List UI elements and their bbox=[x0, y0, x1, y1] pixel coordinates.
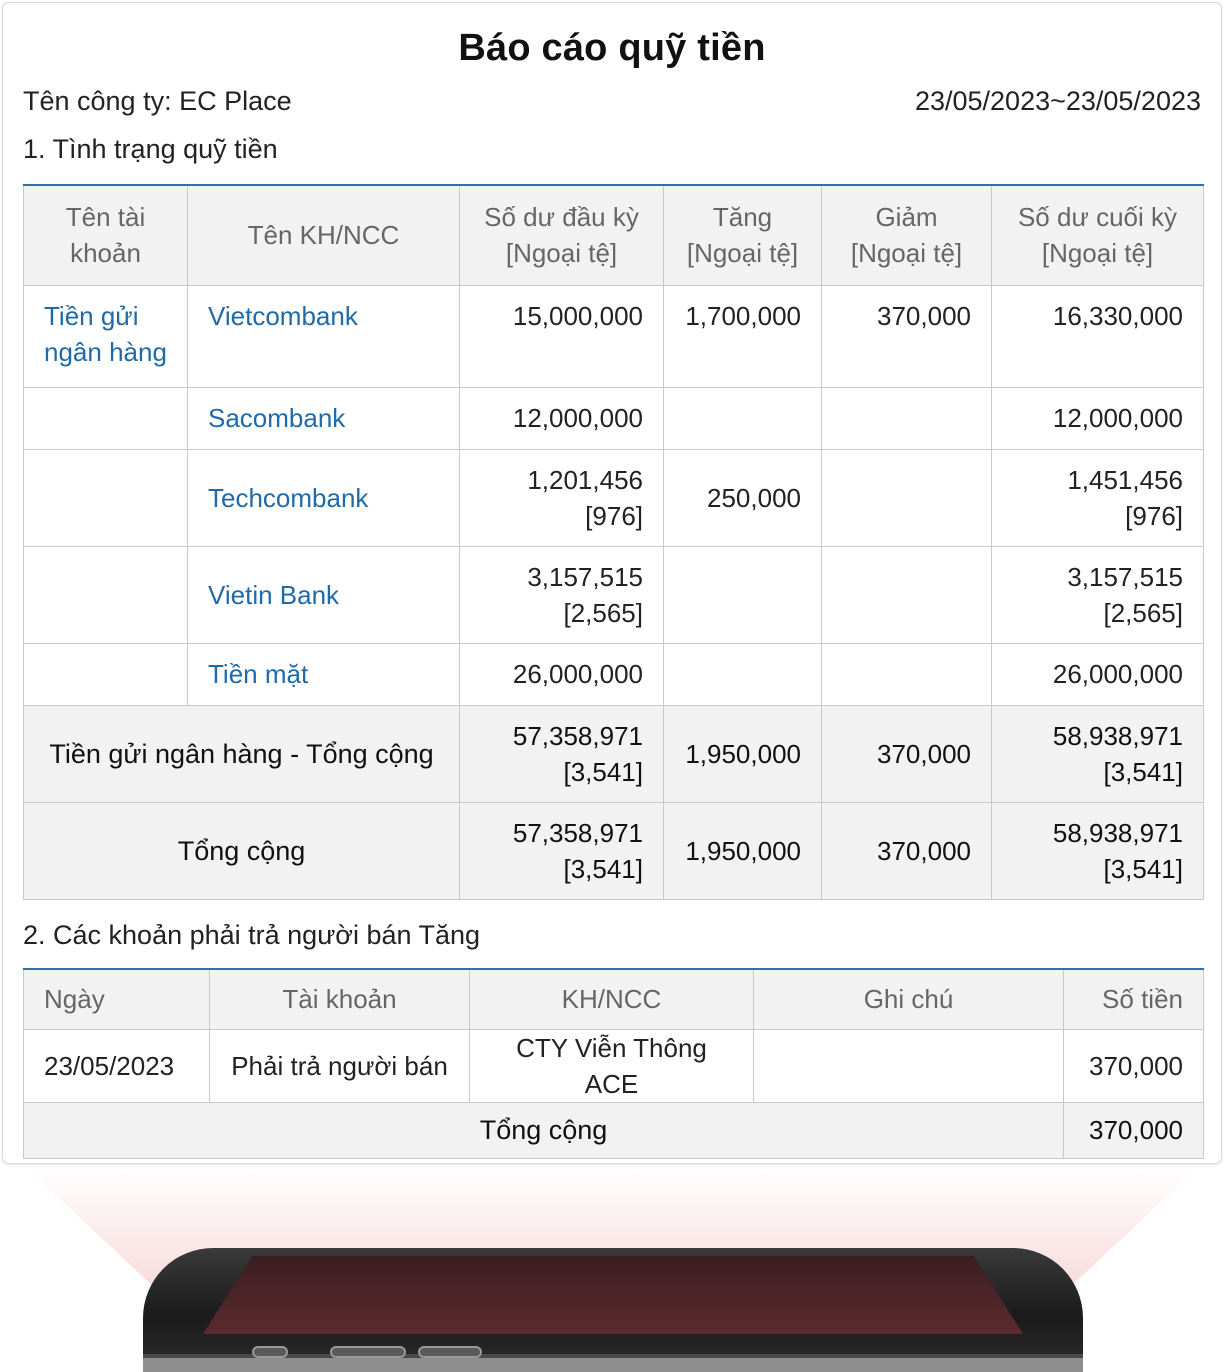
payable-amount: 370,000 bbox=[1064, 1029, 1204, 1102]
header-date: Ngày bbox=[24, 969, 210, 1029]
customer-link[interactable]: Vietcombank bbox=[188, 285, 460, 387]
decrease-amount bbox=[822, 546, 992, 643]
header-customer: Tên KH/NCC bbox=[188, 185, 460, 285]
report-period: 23/05/2023~23/05/2023 bbox=[914, 86, 1201, 116]
subtotal-label: Tiền gửi ngân hàng - Tổng cộng bbox=[24, 705, 460, 802]
decrease-amount bbox=[822, 449, 992, 546]
header-account: Tài khoản bbox=[210, 969, 470, 1029]
table-row bbox=[24, 285, 1204, 387]
account-cell-empty bbox=[24, 546, 188, 643]
increase-amount bbox=[664, 643, 822, 705]
closing-balance: 16,330,000 bbox=[992, 285, 1204, 387]
table-row bbox=[24, 449, 1204, 546]
section-1-title: 1. Tình trạng quỹ tiền bbox=[23, 134, 278, 164]
report-title: Báo cáo quỹ tiền bbox=[458, 27, 766, 69]
header-amount: Số tiền bbox=[1064, 969, 1204, 1029]
opening-balance: 15,000,000 bbox=[460, 285, 664, 387]
payable-date: 23/05/2023 bbox=[24, 1029, 210, 1102]
customer-link[interactable]: Tiền mặt bbox=[188, 643, 460, 705]
section-2-title: 2. Các khoản phải trả người bán Tăng bbox=[23, 920, 481, 950]
closing-balance: 1,451,456 [976] bbox=[992, 449, 1204, 546]
table-row bbox=[24, 1029, 1204, 1102]
company-name: Tên công ty: EC Place bbox=[23, 86, 292, 116]
subtotal-decrease: 370,000 bbox=[822, 705, 992, 802]
phone-volume-button bbox=[418, 1346, 482, 1358]
subtotal-row bbox=[24, 705, 1204, 802]
table-row bbox=[24, 387, 1204, 449]
total-row bbox=[24, 802, 1204, 899]
opening-balance: 1,201,456 [976] bbox=[460, 449, 664, 546]
header-note: Ghi chú bbox=[754, 969, 1064, 1029]
header-decrease: Giảm [Ngoại tệ] bbox=[822, 185, 992, 285]
table-row bbox=[24, 643, 1204, 705]
total-opening: 57,358,971 [3,541] bbox=[460, 802, 664, 899]
payables-table bbox=[23, 968, 1204, 1159]
customer-link[interactable]: Sacombank bbox=[188, 387, 460, 449]
fund-status-table bbox=[23, 184, 1204, 900]
table-row bbox=[24, 546, 1204, 643]
customer-link[interactable]: Techcombank bbox=[188, 449, 460, 546]
total-increase: 1,950,000 bbox=[664, 802, 822, 899]
subtotal-opening: 57,358,971 [3,541] bbox=[460, 705, 664, 802]
decrease-amount: 370,000 bbox=[822, 285, 992, 387]
phone-volume-button bbox=[330, 1346, 406, 1358]
payable-total-label: Tổng cộng bbox=[24, 1102, 1064, 1158]
table-header-row bbox=[24, 185, 1204, 285]
table-header-row bbox=[24, 969, 1204, 1029]
report-card bbox=[2, 2, 1222, 1164]
decrease-amount bbox=[822, 643, 992, 705]
total-label: Tổng cộng bbox=[24, 802, 460, 899]
closing-balance: 3,157,515 [2,565] bbox=[992, 546, 1204, 643]
account-cell-empty bbox=[24, 387, 188, 449]
total-row bbox=[24, 1102, 1204, 1158]
increase-amount: 1,700,000 bbox=[664, 285, 822, 387]
subtotal-closing: 58,938,971 [3,541] bbox=[992, 705, 1204, 802]
increase-amount bbox=[664, 546, 822, 643]
account-cell-empty bbox=[24, 643, 188, 705]
payable-account: Phải trả người bán bbox=[210, 1029, 470, 1102]
customer-link[interactable]: Vietin Bank bbox=[188, 546, 460, 643]
payable-note bbox=[754, 1029, 1064, 1102]
account-cell-empty bbox=[24, 449, 188, 546]
opening-balance: 12,000,000 bbox=[460, 387, 664, 449]
header-increase: Tăng [Ngoại tệ] bbox=[664, 185, 822, 285]
subtotal-increase: 1,950,000 bbox=[664, 705, 822, 802]
opening-balance: 26,000,000 bbox=[460, 643, 664, 705]
header-closing: Số dư cuối kỳ [Ngoại tệ] bbox=[992, 185, 1204, 285]
phone-side-button bbox=[252, 1346, 288, 1358]
payable-customer: CTY Viễn Thông ACE bbox=[470, 1029, 754, 1102]
closing-balance: 12,000,000 bbox=[992, 387, 1204, 449]
increase-amount: 250,000 bbox=[664, 449, 822, 546]
opening-balance: 3,157,515 [2,565] bbox=[460, 546, 664, 643]
total-closing: 58,938,971 [3,541] bbox=[992, 802, 1204, 899]
header-account: Tên tài khoản bbox=[24, 185, 188, 285]
payable-total-amount: 370,000 bbox=[1064, 1102, 1204, 1158]
phone-screen bbox=[203, 1256, 1023, 1334]
closing-balance: 26,000,000 bbox=[992, 643, 1204, 705]
total-decrease: 370,000 bbox=[822, 802, 992, 899]
account-link-bank-deposit[interactable]: Tiền gửi ngân hàng bbox=[24, 285, 188, 387]
increase-amount bbox=[664, 387, 822, 449]
header-customer: KH/NCC bbox=[470, 969, 754, 1029]
decrease-amount bbox=[822, 387, 992, 449]
header-opening: Số dư đầu kỳ [Ngoại tệ] bbox=[460, 185, 664, 285]
